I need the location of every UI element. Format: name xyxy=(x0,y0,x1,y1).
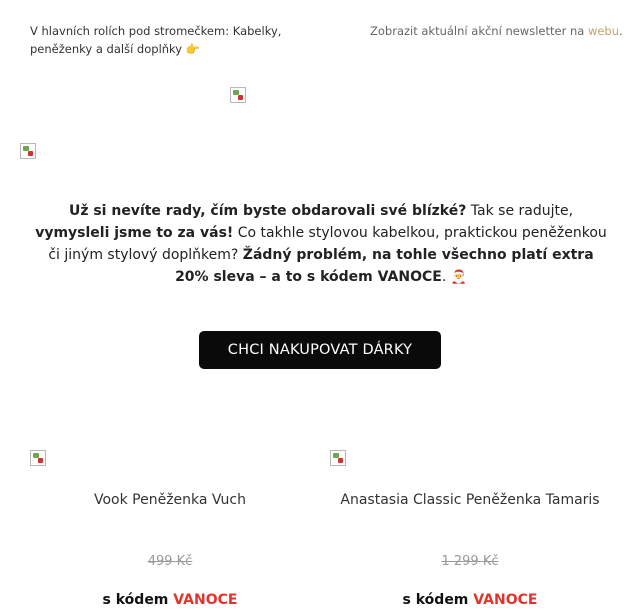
promo-code: VANOCE xyxy=(473,592,538,608)
logo-image[interactable] xyxy=(230,87,246,103)
intro-text-2: Co takhle stylovou kabelkou, praktickou peněženkou či jiným stylový doplňkem? xyxy=(48,225,607,263)
intro-text-1: Tak se radujte, xyxy=(466,203,574,219)
promo-code-prefix: s kódem xyxy=(402,592,469,608)
link-period: . xyxy=(619,24,623,38)
product-old-price: 499 Kč xyxy=(147,554,193,569)
intro-paragraph xyxy=(34,200,608,289)
intro-bold-2: vymysleli jsme to za vás! xyxy=(35,225,234,241)
product-card-1 xyxy=(20,490,320,610)
shop-gifts-button[interactable]: CHCI NAKUPOVAT DÁRKY xyxy=(199,331,441,369)
product-name[interactable]: Anastasia Classic Peněženka Tamaris xyxy=(340,492,600,508)
product-image-1[interactable] xyxy=(30,450,46,466)
preheader-text xyxy=(30,22,330,58)
product-promo-code xyxy=(320,590,620,610)
hero-banner-image[interactable] xyxy=(20,143,36,159)
promo-code: VANOCE xyxy=(173,592,238,608)
product-old-price: 1 299 Kč xyxy=(441,554,499,569)
intro-bold-3: Žádný problém, na tohle všechno platí extra 20% sleva – a to s kódem VANOCE xyxy=(175,247,594,285)
product-name[interactable]: Vook Peněženka Vuch xyxy=(93,492,247,508)
preheader-web-link xyxy=(370,22,623,40)
preheader-headline: V hlavních rolích pod stromečkem: Kabelky, peněženky a další doplňky xyxy=(30,24,282,56)
promo-code-prefix: s kódem xyxy=(102,592,169,608)
view-online-text: Zobrazit aktuální akční newsletter na xyxy=(370,24,585,38)
pointing-hand-icon: 👉 xyxy=(185,42,201,56)
product-card-2 xyxy=(320,490,620,610)
web-link[interactable]: webu xyxy=(587,24,620,38)
intro-question: Už si nevíte rady, čím byste obdarovali své blízké? xyxy=(68,203,467,219)
product-image-2[interactable] xyxy=(330,450,346,466)
santa-icon: 🎅 xyxy=(450,270,467,285)
product-promo-code xyxy=(20,590,320,610)
intro-text-3: . xyxy=(441,269,451,285)
